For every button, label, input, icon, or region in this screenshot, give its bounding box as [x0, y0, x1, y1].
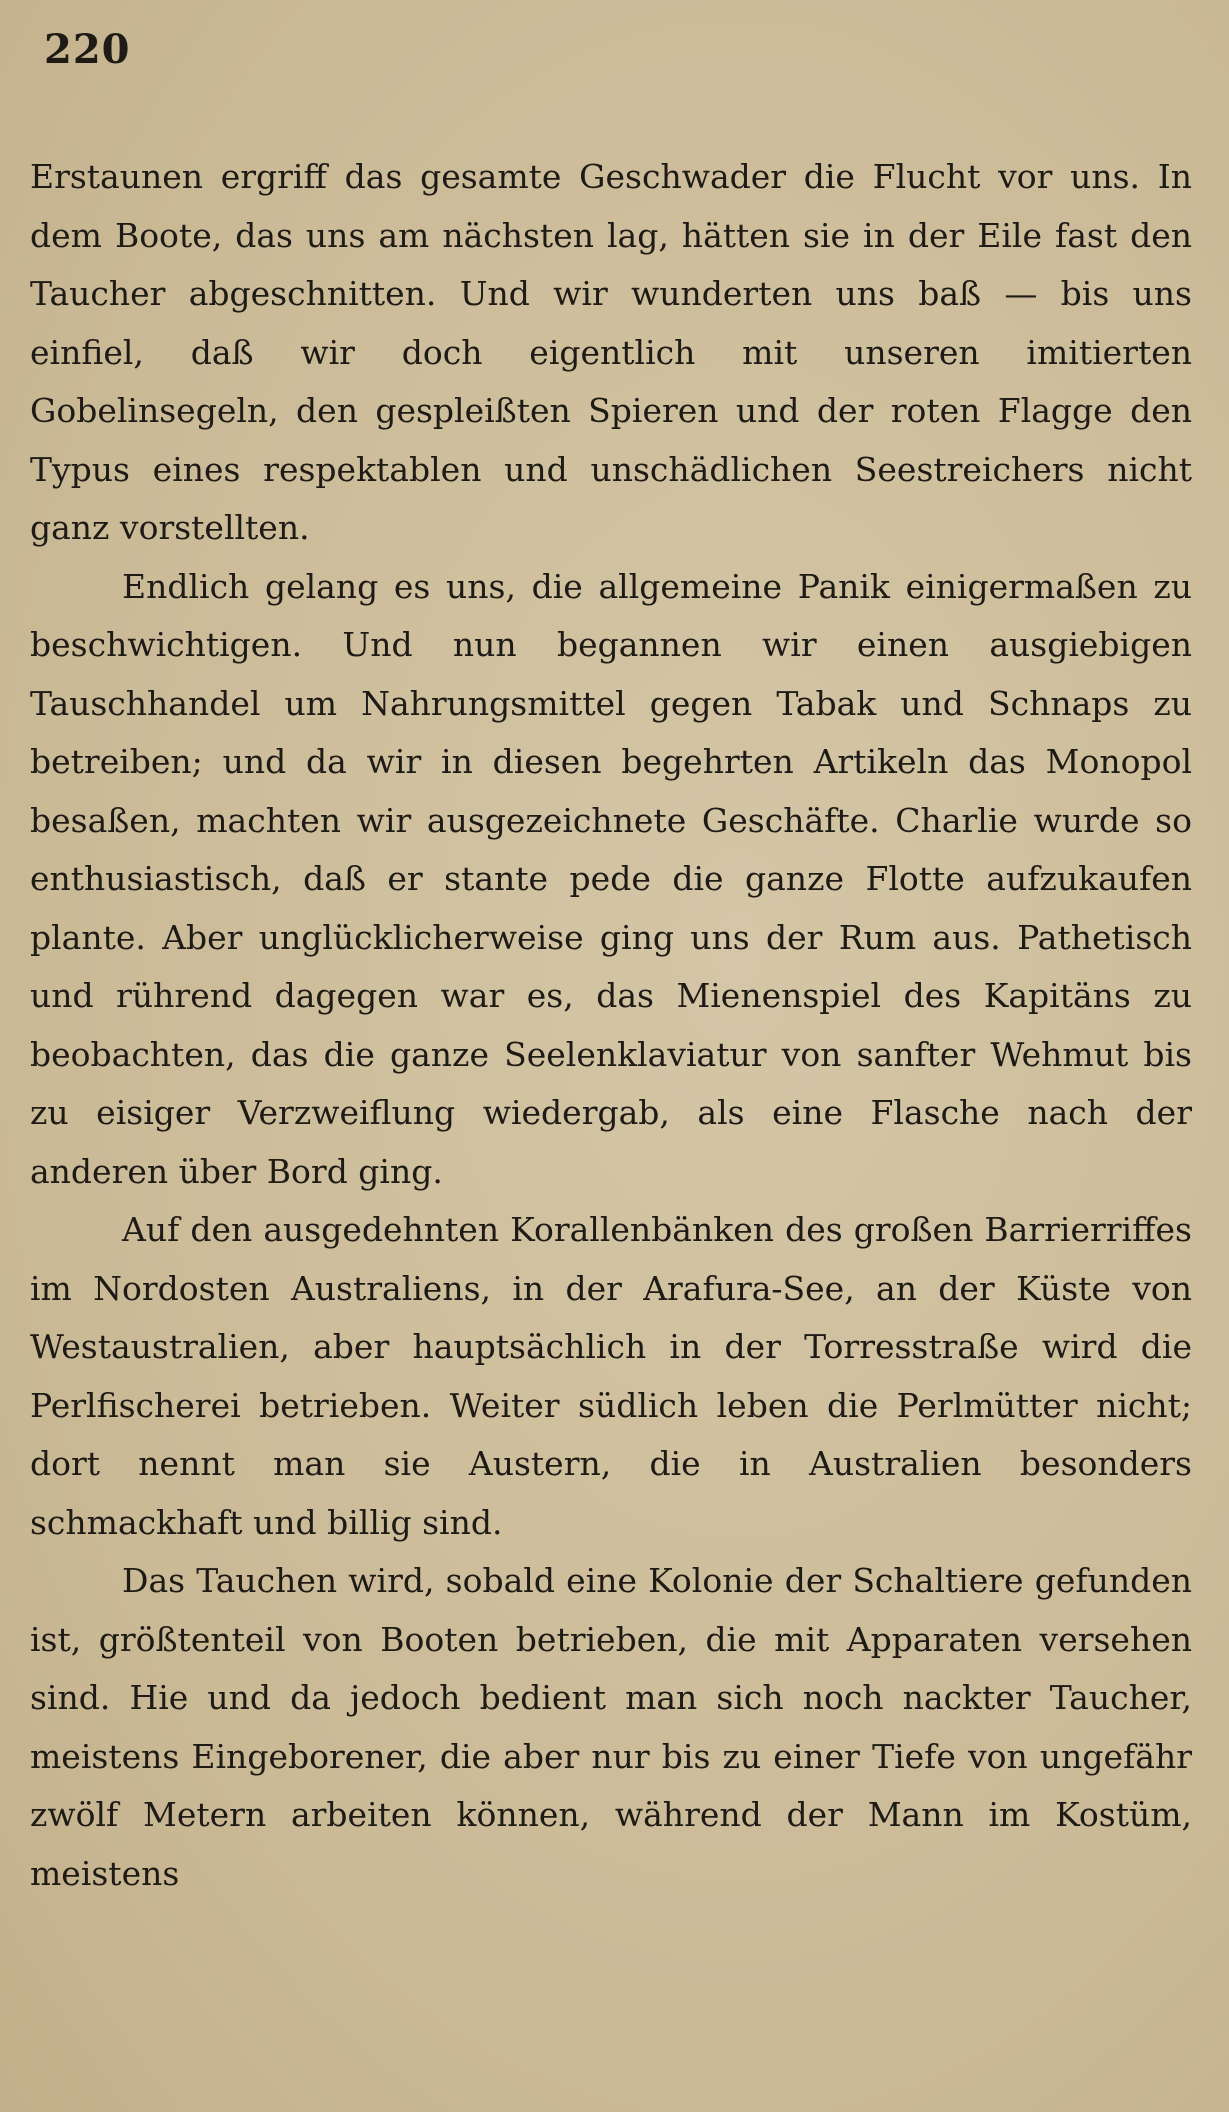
body-text: [30, 148, 1192, 1903]
paragraph-3: Auf den ausgedehnten Korallenbänken des großen Barrierriffes im Nordosten Australiens, in der Arafura-See, an der Küste von Westaustralien, aber hauptsächlich in der Torresstraße wird die Perlfischerei betrieben. Weiter südlich leben die Perlmütter nicht; dort nennt man sie Austern, die in Australien besonders schmackhaft und billig sind.: [30, 1210, 1192, 1542]
paragraph-4: Das Tauchen wird, sobald eine Kolonie der Schaltiere gefunden ist, größtenteil von Booten betrieben, die mit Apparaten versehen sind. Hie und da jedoch bedient man sich noch nackter Taucher, meistens Eingeborener, die aber nur bis zu einer Tiefe von ungefähr zwölf Metern arbeiten können, während der Mann im Kostüm, meistens: [30, 1561, 1192, 1893]
paragraph-2: Endlich gelang es uns, die allgemeine Panik einigermaßen zu beschwichtigen. Und nun begannen wir einen ausgiebigen Tauschhandel um Nahrungsmittel gegen Tabak und Schnaps zu betreiben; und da wir in diesen begehrten Artikeln das Monopol besaßen, machten wir ausgezeichnete Geschäfte. Charlie wurde so enthusiastisch, daß er stante pede die ganze Flotte aufzukaufen plante. Aber unglücklicherweise ging uns der Rum aus. Pathetisch und rührend dagegen war es, das Mienenspiel des Kapitäns zu beobachten, das die ganze Seelenklaviatur von sanfter Wehmut bis zu eisiger Verzweiflung wiedergab, als eine Flasche nach der anderen über Bord ging.: [30, 566, 1192, 1191]
page-number: 220: [44, 26, 131, 73]
paragraph-1: Erstaunen ergriff das gesamte Geschwader die Flucht vor uns. In dem Boote, das uns am nächsten lag, hätten sie in der Eile fast den Taucher abgeschnitten. Und wir wunderten uns baß — bis uns einfiel, daß wir doch eigentlich mit unseren imitierten Gobelinsegeln, den gespleißten Spieren und der roten Flagge den Typus eines respektablen und unschädlichen Seestreichers nicht ganz vorstellten.: [30, 157, 1192, 547]
